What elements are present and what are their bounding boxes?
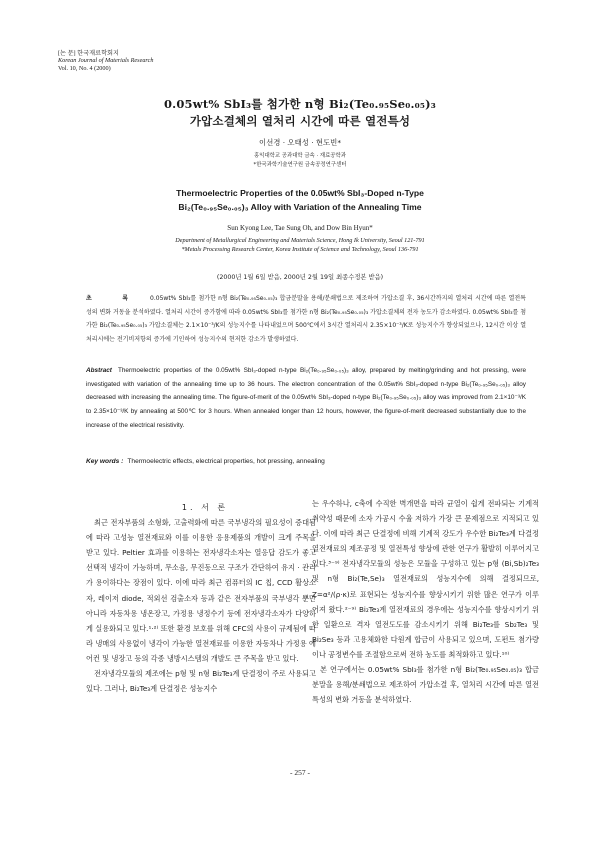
journal-header [58,50,153,72]
title-english-line1: Thermoelectric Properties of the 0.05wt% SbI₃-Doped n-Type [176,188,424,198]
abstract-korean-label: 초 록 [86,295,143,302]
affiliation-korean [0,152,600,169]
authors-korean: 이선경 · 오태성 · 현도빈* [258,138,342,147]
title-korean-line1: 0.05wt% SbI₃를 첨가한 n형 Bi₂(Te₀.₉₅Se₀.₀₅)₃ [163,97,437,111]
journal-category: [논 문] 한국재료학회지 [58,50,120,57]
abstract-english-text: Thermoelectric properties of the 0.05wt% SbI₃-doped n-type Bi₂(Te₀.₉₅Se₀.₀₅)₃ alloy, prepared by melting/grinding and hot pressing, were investigated with variation of the annealing time up to 36 hours. The electron concentration of the 0.05wt% SbI₃-doped n-type Bi₂(Te₀.₉₅Se₀.₀₅)₃ alloy decreased with increasing the annealing time. The figure-of-merit of the 0.05wt% SbI₃-doped n-type Bi₂(Te₀.₉₅Se₀.₀₅)₃ alloy was improved from 2.1×10⁻³/K to 2.35×10⁻³/K by annealing at 500℃ for 3 hours. When annealed longer than 12 hours, however, the figure-of-merit decreased substantially due to the increase of the electrical resistivity. [86,367,526,429]
affiliation-korean-line1: 홍익대학교 공과대학 금속 · 재료공학과 [254,153,346,159]
journal-name-en: Korean Journal of Materials Research [58,57,154,65]
abstract-english [86,364,526,433]
journal-volume: Vol. 10, No. 4 (2000) [58,64,111,72]
authors-english: Sun Kyong Lee, Tae Sung Oh, and Dow Bin Hyun* [227,224,373,232]
keywords-label: Key words : [86,458,124,465]
keywords [86,458,526,465]
page-number: - 257 - [290,768,310,777]
paragraph: 최근 전자부품의 소형화, 고출력화에 따른 국부냉각의 필요성이 증대됨에 따라 고성능 열전재료와 이를 이용한 응용제품의 개발이 크게 주목을 받고 있다. Peltier 효과를 이용하는 전자냉각소자는 열응답 감도가 좋고 선택적 냉각이 가능하며, 무소음, 무진동으로 구조가 간단하여 유지 · 관리가 용이하다는 장점이 있다. 이에 따라 최근 컴퓨터의 IC 칩, CCD 활상소자, 레이저 diode, 적외선 검출소자 등과 같은 전자부품의 국부냉각 뿐만 아니라 자동차용 냉온장고, 가정용 냉정수기 등에 전자냉각소자가 다양하게 실용화되고 있다.¹·²⁾ 또한 환경 보호를 위해 CFC의 사용이 규제됨에 따라 냉매의 사용없이 냉각이 가능한 열전재료를 이용한 자동차나 가정용 에어컨 및 냉장고 등의 각종 냉방시스템의 개발도 큰 주목을 받고 있다. [86,518,316,663]
paragraph: 전자냉각모듈의 제조에는 p형 및 n형 Bi₂Te₃계 단결정이 주로 사용되고 있다. 그러나, Bi₂Te₃계 단결정은 성능지수 [86,669,316,694]
title-korean-line2: 가압소결체의 열처리 시간에 따른 열전특성 [189,114,411,128]
body-column-right [312,496,539,707]
keywords-text: Thermoelectric effects, electrical properties, hot pressing, annealing [127,458,325,465]
title-korean [0,96,600,130]
paragraph: 본 연구에서는 0.05wt% SbI₃를 첨가한 n형 Bi₂(Te₀.₉₅Se₀.₀₅)₃ 합금분말을 용해/분쇄법으로 제조하여 가압소결 후, 열처리 시간에 따른 열전특성의 변화 거동을 분석하였다. [312,665,539,705]
affiliation-english-line2: *Metals Processing Research Center, Korea Institute of Science and Technology, Seoul 136-791 [181,246,419,253]
title-english-line2: Bi₂(Te₀.₉₅Se₀.₀₅)₃ Alloy with Variation of the Annealing Time [178,202,422,212]
abstract-korean [86,292,526,346]
abstract-korean-text: 0.05wt% SbI₃를 첨가한 n형 Bi₂(Te₀.₉₅Se₀.₀₅)₃ 합금분말을 용해/분쇄법으로 제조하여 가압소결 후, 36시간까지의 열처리 시간에 따른 열전특성의 변화 거동을 분석하였다. 열처리 시간이 증가함에 따라 0.05wt% SbI₃를 첨가한 n형 Bi₂(Te₀.₉₅Se₀.₀₅)₃ 가압소결체의 전자 농도가 감소하였다. 0.05wt% SbI₃를 첨가한 Bi₂(Te₀.₉₅Se₀.₀₅)₃ 가압소결체는 2.1×10⁻³/K의 성능지수를 나타내었으며 500℃에서 3시간 열처리시 2.35×10⁻³/K로 성능지수가 향상되었으나, 12시간 이상 열처리시에는 전기비저항의 증가에 기인하여 성능지수의 현저한 감소가 발생하였다. [86,295,526,343]
section-heading-introduction: 1. 서 론 [181,503,229,512]
abstract-english-label: Abstract [86,367,112,374]
received-date: (2000년 1월 6일 받음, 2000년 2월 19일 최종수정본 받음) [216,274,384,281]
title-english [0,186,600,214]
body-column-left [86,500,316,696]
affiliation-english-line1: Department of Metallurgical Engineering and Materials Science, Hong Ik University, Seoul 121-791 [175,237,425,244]
paragraph: 는 우수하나, c축에 수직한 벽개면을 따라 균열이 쉽게 전파되는 기계적 취약성 때문에 소자 가공시 수율 저하가 가장 큰 문제점으로 지적되고 있다. 이에 따라 최근 단결정에 비해 기계적 강도가 우수한 Bi₂Te₃계 다결정 열전재료의 제조공정 및 열전특성 향상에 관한 연구가 활발히 이루어지고 있다.³⁻⁹⁾ 전자냉각모듈의 성능은 모듈을 구성하고 있는 p형 (Bi,Sb)₂Te₃ 및 n형 Bi₂(Te,Se)₃ 열전재료의 성능지수에 의해 결정되므로, Z=α²/(ρ·κ)로 표현되는 성능지수를 향상시키기 위한 많은 연구가 이루어져 왔다.²⁻⁹⁾ Bi₂Te₃계 열전재료의 경우에는 성능지수를 향상시키기 위한 일환으로 격자 열전도도를 감소시키기 위해 Bi₂Te₃를 Sb₂Te₃ 및 Bi₂Se₃ 등과 고용체화한 다원계 합금이 사용되고 있으며, 도펀트 첨가량이나 공정변수를 조절함으로써 전하 농도를 최적화하고 있다.¹⁰⁾ [312,499,539,659]
affiliation-english [0,236,600,254]
affiliation-korean-line2: *한국과학기술연구원 금속공정연구센터 [253,161,347,168]
